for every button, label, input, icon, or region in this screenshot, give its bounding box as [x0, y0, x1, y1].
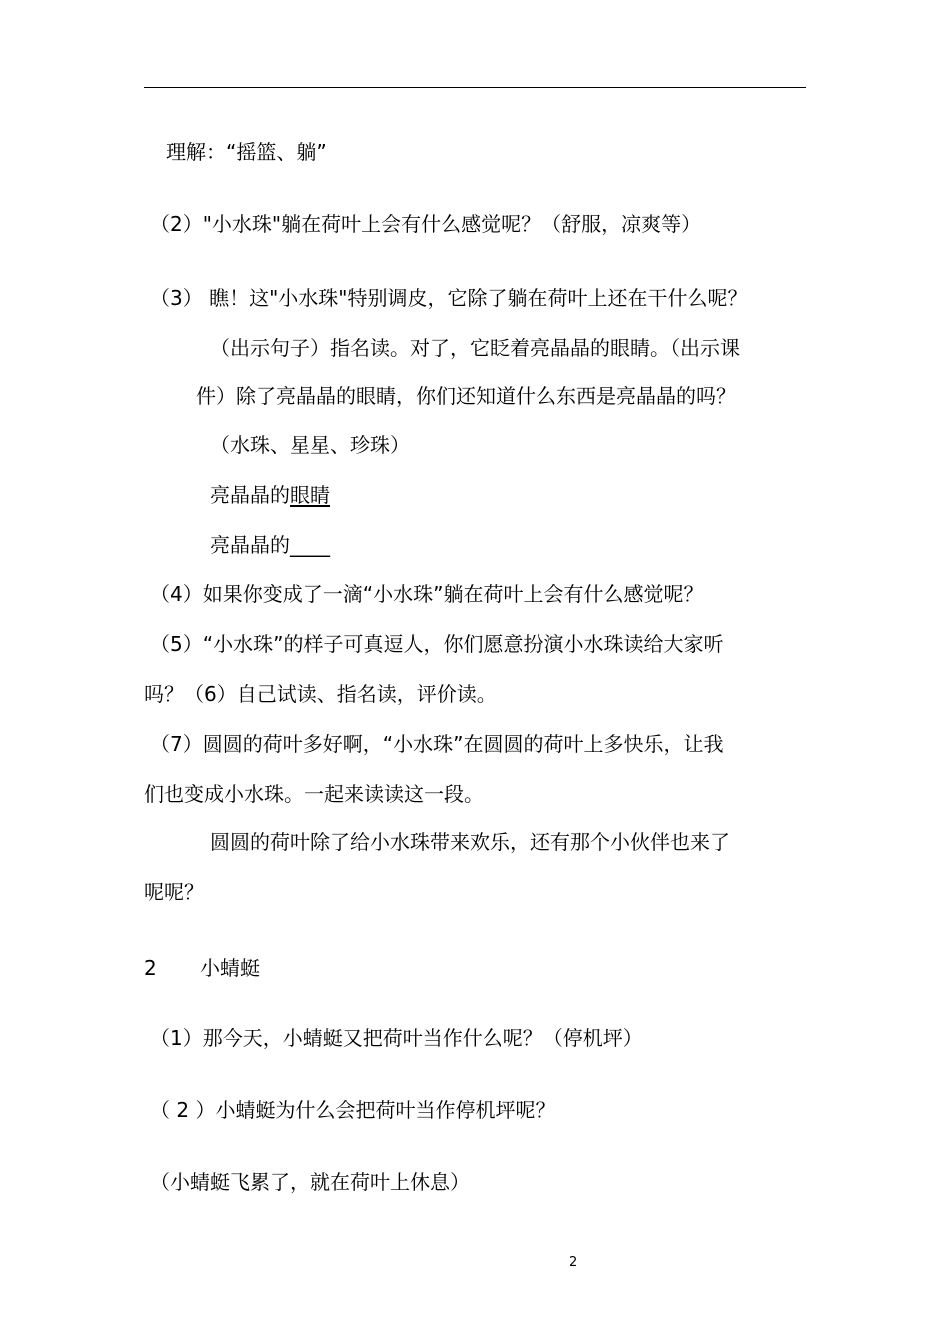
text-line: （小蜻蜓飞累了，就在荷叶上休息）: [150, 1170, 470, 1194]
text-line: 理解：“摇篮、躺”: [166, 140, 327, 164]
text-line: （5）“小水珠”的样子可真逗人，你们愿意扮演小水珠读给大家听: [150, 632, 724, 656]
text-line: （2）"小水珠"躺在荷叶上会有什么感觉呢？（舒服，凉爽等）: [150, 212, 702, 236]
text-line: [210, 482, 330, 508]
text-span: 亮晶晶的: [210, 533, 290, 557]
text-line: [210, 532, 330, 558]
text-line: （水珠、星星、珍珠）: [210, 433, 410, 457]
text-line: （3） 瞧！这"小水珠"特别调皮，它除了躺在荷叶上还在干什么呢？: [150, 286, 748, 310]
text-line: （7）圆圆的荷叶多好啊，“小水珠”在圆圆的荷叶上多快乐，让我: [150, 732, 724, 756]
text-line: （ 2 ）小蜻蜓为什么会把荷叶当作停机坪呢？: [150, 1098, 556, 1122]
text-line: （4）如果你变成了一滴“小水珠”躺在荷叶上会有什么感觉呢？: [150, 582, 704, 606]
text-line: 们也变成小水珠。一起来读读这一段。: [144, 782, 484, 806]
text-line: 圆圆的荷叶除了给小水珠带来欢乐，还有那个小伙伴也来了: [210, 830, 730, 854]
text-span: 亮晶晶的: [210, 483, 290, 507]
fill-in-blank: ____: [290, 533, 330, 557]
section-number: 2: [144, 956, 157, 980]
underlined-word: 眼睛: [290, 483, 330, 507]
text-line: （出示句子）指名读。对了，它眨着亮晶晶的眼睛。（出示课: [210, 336, 740, 360]
text-line: （1）那今天，小蜻蜓又把荷叶当作什么呢？（停机坪）: [150, 1026, 643, 1050]
page-number: 2: [569, 1255, 578, 1270]
text-line: 件）除了亮晶晶的眼睛，你们还知道什么东西是亮晶晶的吗？: [196, 384, 736, 408]
header-rule: [144, 87, 806, 88]
section-title: 小蜻蜓: [200, 956, 260, 980]
text-line: 呢呢？: [144, 880, 204, 904]
text-line: 吗？（6）自己试读、指名读，评价读。: [144, 682, 497, 706]
